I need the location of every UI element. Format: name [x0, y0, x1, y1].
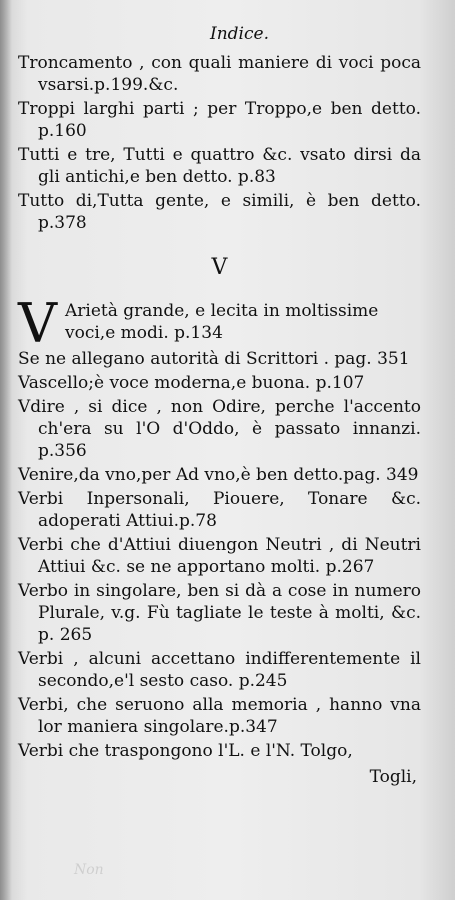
- index-entry: Se ne allegano autorità di Scrittori . pag. 351: [18, 349, 410, 369]
- index-entry: Verbi che d'Attiui diuengon Neutri , di Neutri Attiui &c. se ne apportano molti. p.267: [18, 535, 421, 577]
- section-heading-v: V: [211, 255, 228, 280]
- index-entry: Vascello;è voce moderna,e buona. p.107: [18, 373, 365, 393]
- index-entries: [18, 52, 421, 788]
- index-entry-text: Arietà grande, e lecita in moltissime voci,e modi. p.134: [65, 301, 379, 343]
- index-entry: Troncamento , con quali maniere di voci poca vsarsi.p.199.&c.: [18, 53, 421, 95]
- index-entry: Verbi che traspongono l'L. e l'N. Tolgo,: [18, 741, 353, 761]
- index-entry: Verbi, che seruono alla memoria , hanno vna lor maniera singolare.p.347: [18, 695, 421, 737]
- index-entry: Venire,da vno,per Ad vno,è ben detto.pag. 349: [18, 465, 419, 485]
- running-head: Indice.: [210, 24, 269, 44]
- drop-cap: V: [18, 292, 57, 355]
- index-entry: Vdire , si dice , non Odire, perche l'accento ch'era su l'O d'Oddo, è passato innanzi. p.356: [18, 397, 421, 461]
- bleed-through-text: Non: [74, 862, 104, 878]
- index-entry-initial: [18, 292, 421, 355]
- index-entry: Tutti e tre, Tutti e quattro &c. vsato dirsi da gli antichi,e ben detto. p.83: [18, 145, 421, 187]
- index-entry: Verbo in singolare, ben si dà a cose in numero Plurale, v.g. Fù tagliate le teste à molti, &c. p. 265: [18, 581, 421, 645]
- catchword: Togli,: [369, 767, 417, 787]
- index-entry: Tutto di,Tutta gente, e simili, è ben detto. p.378: [18, 191, 421, 233]
- index-entry: Troppi larghi parti ; per Troppo,e ben detto. p.160: [18, 99, 421, 141]
- index-entry: Verbi , alcuni accettano indifferentemente il secondo,e'l sesto caso. p.245: [18, 649, 421, 691]
- index-entry: Verbi Inpersonali, Piouere, Tonare &c. adoperati Attiui.p.78: [18, 489, 421, 531]
